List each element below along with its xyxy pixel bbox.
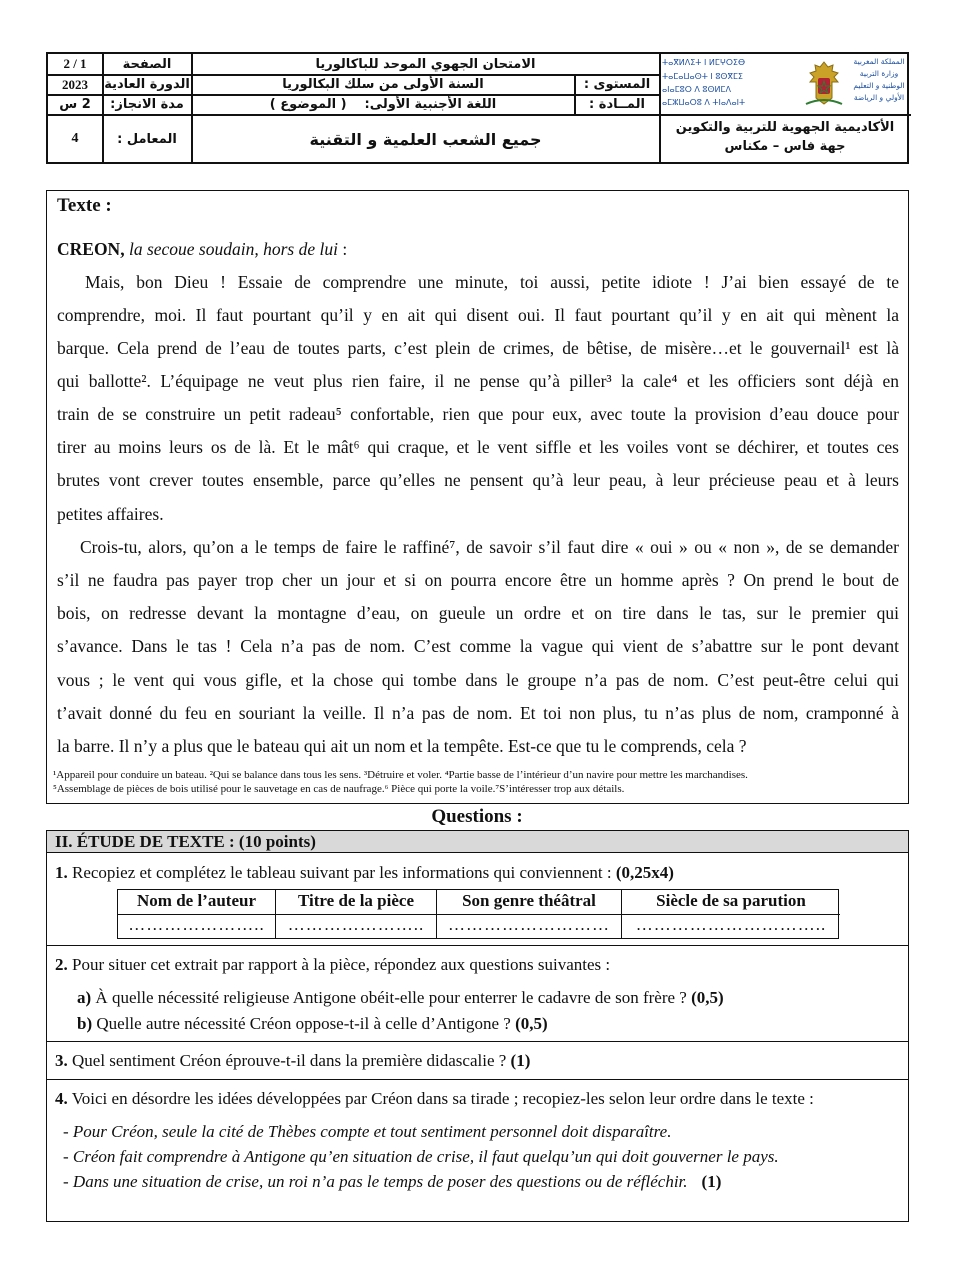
question-3-text: Quel sentiment Créon éprouve-t-il dans la première didascalie ? [67,1051,511,1070]
question-4-text: Voici en désordre les idées développées par Créon dans sa tirade ; recopiez-les selon leur ordre dans le texte : [67,1089,814,1108]
table-header: Son genre théâtral [462,891,596,910]
idea-last [63,1172,721,1192]
coefficient-value: 4 [71,131,79,146]
subject-label: المــادة : [589,97,645,112]
duration-label: مدة الانجاز: [110,97,184,112]
question-3-number: 3. [55,1051,68,1070]
text-line: s’il ne faudra pas payer trop cher un jour et si on pourra encore être un homme après ? On prend le bout de [57,570,899,590]
duration-value: 2 س [59,97,91,112]
question-1-points: (0,25x4) [615,863,674,882]
table-header: Siècle de sa parution [656,891,806,910]
question-1-text: Recopiez et complétez le tableau suivant par les informations qui conviennent : [67,863,616,882]
moroccan-emblem-icon [802,60,846,108]
subject-tag: ( الموضوع ) [269,97,347,112]
question-1 [55,863,674,883]
coefficient-label: المعامل : [117,131,177,147]
ministry-line-2: الوطنية و التعليم [853,81,905,90]
table-blank: ………………….. [287,915,425,934]
table-blank: ……………………… [448,915,610,934]
question-2b-text: Quelle autre nécessité Créon oppose-t-il à celle d’Antigone ? [92,1014,516,1033]
idea-item: - Créon fait comprendre à Antigone qu’en situation de crise, il faut quelqu’un qui doit gouverner le pays. [63,1147,779,1166]
table-blank: ………………….. [128,915,265,934]
question-2b-label: b) [77,1014,93,1033]
tifinagh-line-3: ⴰⵏⴰⵎⵓⵔ ⴷ ⵓⵙⵍⵎⴷ [662,85,731,94]
stage-colon: : [337,239,348,259]
text-line: bois, on redresse devant la montagne d’eau, on gueule un ordre et on tire dans le tas, sur le premier qui [57,603,899,623]
text-line: la barre. Il n’y a plus que le bateau qui ait un nom et la tempête. Est-ce que tu le comprends, cela ? [57,736,747,756]
question-2b-points: (0,5) [515,1014,548,1033]
text-line: t’avait donné du feu en souriant la veille. Il n’a pas de nom. Et toi non plus, tu n’as plus de nom, cramponné à [57,703,899,723]
page-number: 2 / 1 [63,56,87,71]
question-2a [77,988,724,1008]
level-value: السنة الأولى من سلك البكالوريا [282,77,484,92]
academy-name: الأكاديمية الجهوية للتربية والتكوين [675,120,895,135]
tifinagh-line-1: ⵜⴰⴳⵍⴷⵉⵜ ⵏ ⵍⵎⵖⵔⵉⴱ [662,58,746,67]
exam-header [46,52,909,164]
exam-title: الامتحان الجهوي الموحد للباكالوريا [315,56,536,72]
question-3-points: (1) [510,1051,531,1070]
session-label: الدورة العادية [104,77,190,92]
questions-box [46,830,909,1222]
streams: جميع الشعب العلمية و التقنية [309,129,542,149]
ministry-block [850,56,908,114]
question-2a-points: (0,5) [691,988,724,1007]
text-box [46,190,909,804]
question-2a-label: a) [77,988,92,1007]
page-label: الصفحة [122,56,172,72]
idea-item: - Pour Créon, seule la cité de Thèbes compte et tout sentiment personnel doit disparaître. [63,1122,672,1141]
footnote-line: ¹Appareil pour conduire un bateau. ²Qui se balance dans tous les sens. ³Détruire et voler. ⁴Partie basse de l’intérieur d’un navire pour mettre les marchandises. [53,769,748,781]
question-4-number: 4. [55,1089,68,1108]
speaker-name: CREON, [57,239,125,259]
kingdom-name: المملكة المغربية [853,57,905,66]
question-1-number: 1. [55,863,68,882]
tifinagh-block [662,56,802,114]
academy-block [662,118,908,156]
ministry-line-1: وزارة التربية [859,69,899,78]
question-2-number: 2. [55,955,68,974]
question-2b [77,1014,548,1034]
text-line: Crois-tu, alors, qu’on a le temps de faire le raffiné⁷, de savoir s’il faut dire « oui » ou « non », de se demander [80,537,899,557]
subject-value: اللغة الأجنبية الأولى: [364,97,497,112]
text-line: train de se construire un petit radeau⁵ confortable, rien que pour eux, avec toute la provision d’eau douce pour [57,404,899,424]
text-line: qui ballotte². L’équipage ne veut plus rien faire, il ne pense qu’à piller³ la cale⁴ et les officiers sont déjà en [57,371,899,391]
session-year: 2023 [62,76,88,92]
idea-item: - Dans une situation de crise, un roi n’a pas le temps de poser des questions ou de réfléchir. [63,1172,688,1191]
region-name: جهة فاس – مكناس [724,139,846,154]
tifinagh-line-4: ⴰⵎⵣⵡⴰⵔⵓ ⴷ ⵜⵏⴰⴷⴰⵏⵜ [662,98,746,107]
text-line: Mais, bon Dieu ! Essaie de comprendre une minute, toi aussi, petite idiote ! J’ai bien essayé de te [85,272,899,292]
section-title: II. ÉTUDE DE TEXTE : (10 points) [47,831,908,853]
level-label: المستوى : [583,77,651,92]
text-line: brutes vont crever toutes ensemble, parce qu’elles ne pensent qu’à leur peau, à leur précieuse peau et à leurs [57,470,899,490]
question-4-points: (1) [701,1172,722,1191]
subject-cell [193,95,573,114]
text-line: petites affaires. [57,504,164,524]
info-table [117,889,839,939]
question-2-text: Pour situer cet extrait par rapport à la pièce, répondez aux questions suivantes : [67,955,611,974]
ministry-line-3: الأولي و الرياضة [853,93,905,102]
question-2 [55,955,610,975]
table-blank: ………………………….. [635,915,827,934]
text-line: s’avance. Dans le tas ! Cela n’a pas de nom. C’est comme la vague qui vient de s’abattre sur le pont devant [57,636,899,656]
text-heading: Texte : [57,195,112,216]
question-3 [55,1051,530,1071]
text-line: vous ; le vent qui vous gifle, et la chose qui tombe dans le groupe n’a pas de nom. C’est peut-être celui qui [57,670,899,690]
text-line: barque. Cela prend de l’eau de toutes parts, c’est plein de crimes, de bêtise, de misère…et le gouvernail¹ est là [57,338,899,358]
text-line: comprendre, moi. Il faut pourtant qu’il y en ait qui disent oui. Il faut pourtant qu’il y en ait qui mènent la [57,305,899,325]
tifinagh-line-2: ⵜⴰⵎⴰⵡⴰⵙⵜ ⵏ ⵓⵙⴳⵎⵉ [662,72,743,81]
question-2a-text: À quelle nécessité religieuse Antigone obéit-elle pour enterrer le cadavre de son frère ? [91,988,692,1007]
table-header: Titre de la pièce [298,891,414,910]
text-line: tirer au moins leurs os de là. Et le mât⁶ qui craque, et le vent siffle et les voiles vont se déchirer, et toutes ces [57,437,899,457]
table-header: Nom de l’auteur [137,891,256,910]
question-4 [55,1089,814,1109]
footnote-line: ⁵Assemblage de pièces de bois utilisé pour le sauvetage en cas de naufrage.⁶ Pièce qui porte la voile.⁷S’intéresser trop aux détails. [53,783,625,795]
stage-direction: la secoue soudain, hors de lui [124,239,338,259]
questions-title: Questions : [431,806,523,827]
speaker-line [57,239,347,260]
